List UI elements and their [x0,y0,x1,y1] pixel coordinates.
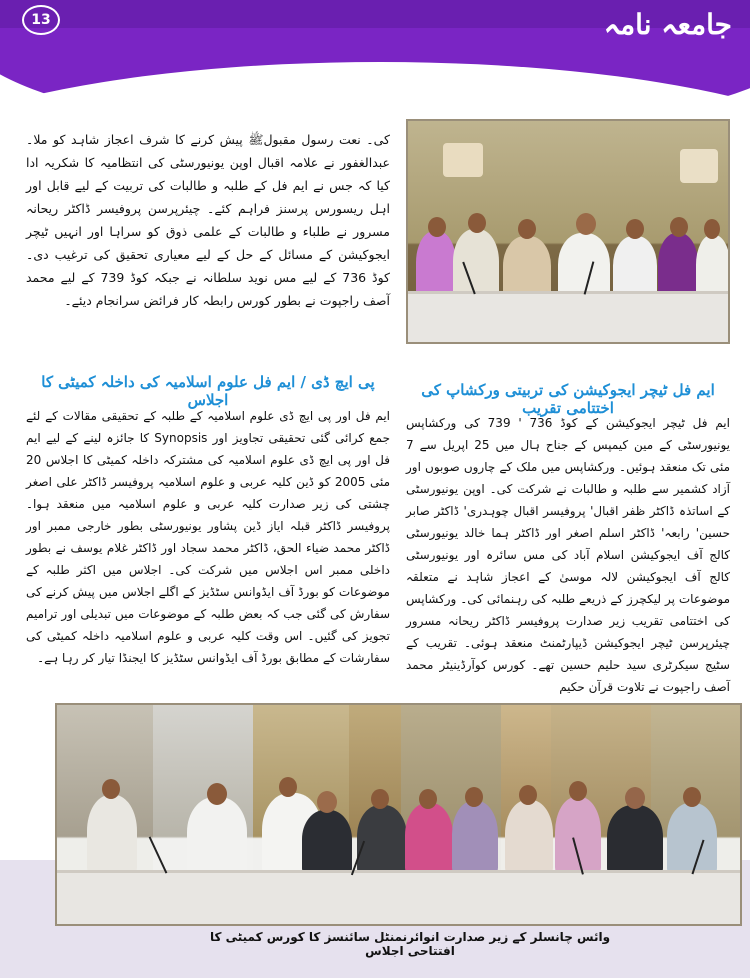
left-article-body: ایم فل اور پی ایچ ڈی علوم اسلامیہ کے طلبہ کے تحقیقی مقالات کے لئے جمع کرائی گئی تحقیقی تجاویز اور Synopsis کا جائزہ لینے کے لیے ایم فل اور پی ایچ ڈی علوم اسلامیہ کی مشترکہ داخلہ کمیٹی کا اجلاس 20 مئی 2005 کو ڈین کلیہ عربی و علوم اسلامیہ پروفیسر ڈاکٹر علی اصغر چشتی کی زیر صدارت کلیہ عربی و علوم اسلامیہ میں منعقد ہوا۔ پروفیسر ڈاکٹر قبلہ ایاز ڈین پشاور یونیورسٹی بطور خارجی ممبر اور ڈاکٹر محمد ضیاء الحق، ڈاکٹر محمد سجاد اور ڈاکٹر غلام یوسف نے بطور داخلی ممبر اس اجلاس میں شرکت کی۔ اجلاس میں اکثر طلبہ کے موضوعات کو بورڈ آف ایڈوانس سٹڈیز کے اگلے اجلاس میں پیش کرنے کی سفارش کی گئی جب کہ بعض طلبہ کے موضوعات میں تبدیلی اور ترامیم تجویز کی گئیں۔ اس وقت کلیہ عربی و علوم اسلامیہ داخلہ کمیٹی کی سفارشات کے مطابق بورڈ آف ایڈوانس سٹڈیز کا ایجنڈا تیار کر رہا ہے۔ [26,409,390,665]
masthead-title: جامعہ نامہ [603,8,732,41]
photo-caption: وائس چانسلر کے زیر صدارت انوائرنمنٹل سائنسز کا کورس کمیٹی کا افتتاحی اجلاس [209,930,611,958]
right-article-heading: ایم فل ٹیچر ایجوکیشن کی تربیتی ورکشاپ کی اختتامی تقریب [421,381,715,417]
page-number: 13 [22,5,60,35]
left-article-heading: پی ایچ ڈی / ایم فل علوم اسلامیہ کی داخلہ کمیٹی کا اجلاس [41,373,375,409]
committee-collage-photo [55,703,742,926]
right-article-body: ایم فل ٹیچر ایجوکیشن کے کوڈ 736 ' 739 کی ورکشاپس یونیورسٹی کے مین کیمپس کے جناح ہال میں 25 اپریل سے 7 مئی تک منعقد ہوئیں۔ ورکشاپس میں ملک کے چاروں صوبوں اور آزاد کشمیر سے طلبہ و طالبات نے شرکت کی۔ اوپن یونیورسٹی کے اساتذہ ڈاکٹر ظفر اقبال' پروفیسر اقبال چوہدری' ڈاکٹر صابر حسین' رابعہ' ڈاکٹر اسلم اصغر اور ڈاکٹر ہما خالد یونیورسٹی کالج آف ایجوکیشن اسلام آباد کی مس سائرہ اور یونیورسٹی کالج آف ایجوکیشن لالہ موسیٰ کے اعجاز شاہد نے متعلقہ موضوعات پر لیکچرز کے ذریعے طلبہ کی رہنمائی کی۔ ورکشاپس کی اختتامی تقریب زیر صدارت پروفیسر ڈاکٹر ریحانہ مسرور چیئرپرسن ٹیچر ایجوکیشن ڈیپارٹمنٹ منعقد ہوئی۔ تقریب کے سٹیج سیکرٹری سید حلیم حسین تھے۔ کورس کوآرڈینیٹر محمد آصف راجپوت نے تلاوت قرآن حکیم [406,416,730,694]
workshop-photo [406,119,730,344]
top-paragraph: کی۔ نعت رسول مقبولﷺ پیش کرنے کا شرف اعجاز شاہد کو ملا۔ عبدالغفور نے علامہ اقبال اوپن یونیورسٹی کی انتظامیہ کا شکریہ ادا کیا کہ جس نے ایم فل کے طلبہ و طالبات کی تربیت کے لیے قابل اور اہل ریسورس پرسنز فراہم کئے۔ چیئرپرسن پروفیسر ڈاکٹر ریحانہ مسرور نے طلباء و طالبات کے علمی ذوق کو سراہا اور انہیں ٹیچر ایجوکیشن کے مسائل کے حل کے لیے معیاری تحقیق کی ترغیب دی۔ کوڈ 736 کے لیے مس نوید سلطانہ نے جبکہ کوڈ 739 کے لیے محمد آصف راجپوت نے بطور کورس رابطہ کار فرائض سرانجام دیئے۔ [26,132,391,308]
